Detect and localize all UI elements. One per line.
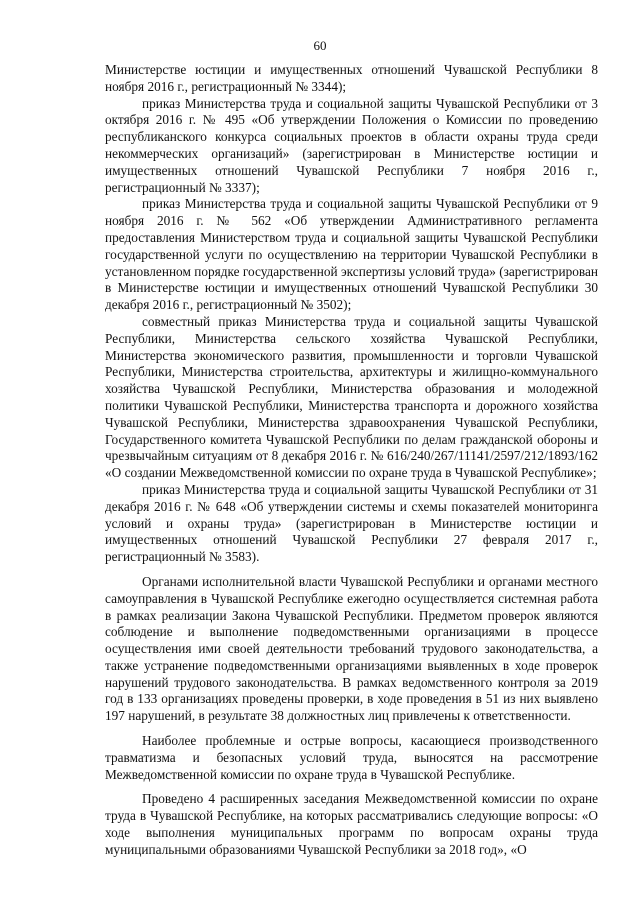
document-body: [105, 62, 598, 859]
paragraph-commission-meetings: Проведено 4 расширенных заседания Межведомственной комиссии по охране труда в Чувашской Республике, на которых рассматривались следующие вопросы: «О ходе выполнения муниципальных программ по вопросам охраны труда муниципальными образованиями Чувашской Республики за 2018 год», «О: [105, 791, 598, 857]
paragraph-joint-order: совместный приказ Министерства труда и социальной защиты Чувашской Республики, Министерства сельского хозяйства Чувашской Республики, Министерства экономического развития, промышленности и торговли Чувашской Республики, Министерства строительства, архитектуры и жилищно-коммунального хозяйства Чувашской Республики, Министерства образования и молодежной политики Чувашской Республики, Министерства транспорта и дорожного хозяйства Чувашской Республики, Министерства здравоохранения Чувашской Республики, Государственного комитета Чувашской Республики по делам гражданской обороны и чрезвычайным ситуациям от 8 декабря 2016 г. № 616/240/267/11141/2597/212/1893/162 «О создании Межведомственной комиссии по охране труда в Чувашской Республике»;: [105, 313, 598, 481]
paragraph-control-work: Органами исполнительной власти Чувашской Республики и органами местного самоуправления в Чувашской Республике ежегодно осуществляется системная работа в рамках реализации Закона Чувашской Республики. Предметом проверок являются соблюдение и выполнение подведомственными организациями в процессе осуществления ими своей деятельности требований трудового законодательства, а также устранение подведомственными организациями выявленных в ходе проверок нарушений трудового законодательства. В рамках ведомственного контроля за 2019 год в 133 организациях проведены проверки, в ходе проведения в 51 из них выявлено 197 нарушений, в результате 38 должностных лиц привлечены к ответственности.: [105, 573, 598, 724]
paragraph-order-495: приказ Министерства труда и социальной защиты Чувашской Республики от 3 октября 2016 г. № 495 «Об утверждении Положения о Комиссии по проведению республиканского конкурса социальных проектов в области охраны труда среди некоммерческих организаций» (зарегистрирован в Министерстве юстиции и имущественных отношений Чувашской Республики 7 ноября 2016 г., регистрационный № 3337);: [105, 95, 598, 195]
page-number: 60: [313, 38, 327, 53]
paragraph-registration-continuation: Министерстве юстиции и имущественных отношений Чувашской Республики 8 ноября 2016 г., регистрационный № 3344);: [105, 62, 598, 94]
paragraph-order-562: приказ Министерства труда и социальной защиты Чувашской Республики от 9 ноября 2016 г. № 562 «Об утверждении Административного регламента предоставления Министерством труда и социальной защиты Чувашской Республики государственной услуги по осуществлению на территории Чувашской Республики в установленном порядке государственной экспертизы условий труда» (зарегистрирован в Министерстве юстиции и имущественных отношений Чувашской Республики 30 декабря 2016 г., регистрационный № 3502);: [105, 196, 598, 313]
paragraph-order-648: приказ Министерства труда и социальной защиты Чувашской Республики от 31 декабря 2016 г. № 648 «Об утверждении системы и схемы показателей мониторинга условий и охраны труда» (зарегистрирован в Министерстве юстиции и имущественных отношений Чувашской Республики 27 февраля 2017 г., регистрационный № 3583).: [105, 481, 598, 565]
paragraph-commission-issues: Наиболее проблемные и острые вопросы, касающиеся производственного травматизма и безопасных условий труда, выносятся на рассмотрение Межведомственной комиссии по охране труда в Чувашской Республике.: [105, 733, 598, 782]
